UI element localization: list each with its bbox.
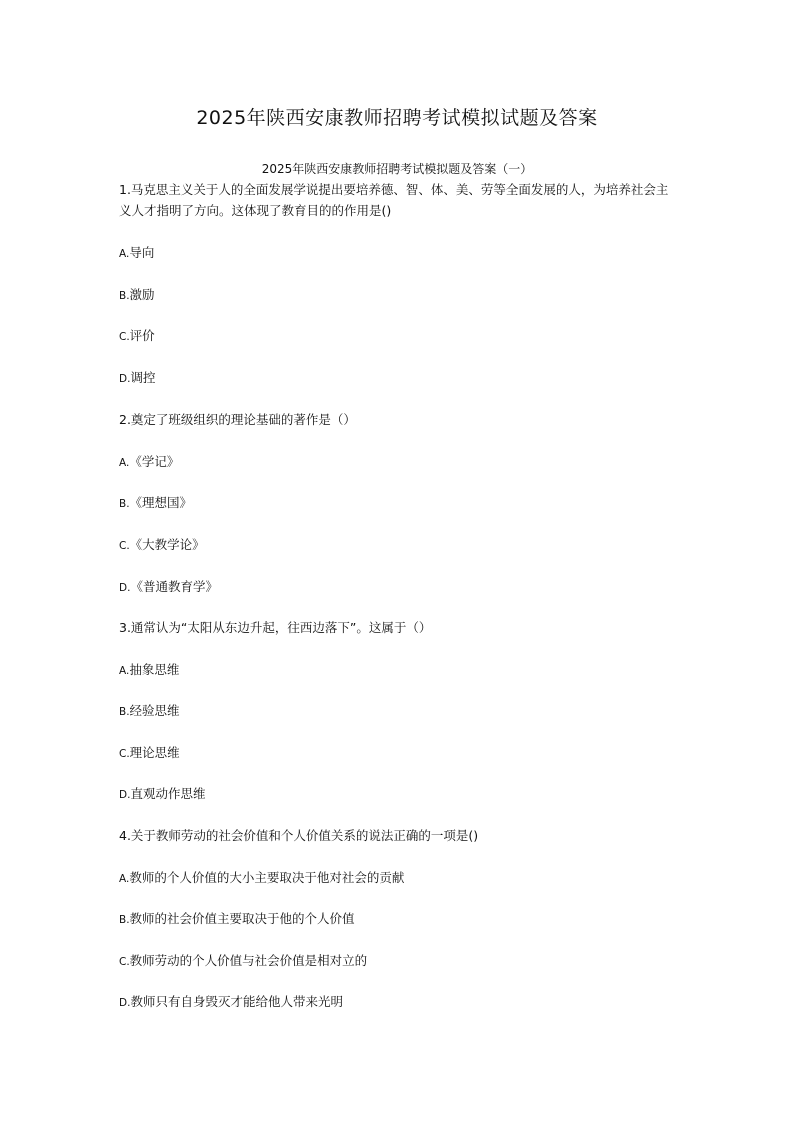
- question-2-option-c: [119, 535, 679, 556]
- option-text: 调控: [130, 370, 156, 385]
- question-4-option-d: [119, 992, 679, 1013]
- question-2-stem: 2.奠定了班级组织的理论基础的著作是（）: [119, 412, 356, 427]
- option-text: 抽象思维: [129, 662, 180, 677]
- document-title: 2025年陕西安康教师招聘考试模拟试题及答案: [196, 107, 598, 129]
- option-letter: A.: [119, 457, 130, 469]
- option-letter: C.: [119, 748, 130, 760]
- question-3-stem: 3.通常认为“太阳从东边升起，往西边落下”。这属于（）: [119, 620, 432, 635]
- option-letter: C.: [119, 540, 130, 552]
- option-letter: B.: [119, 290, 130, 302]
- option-text: 直观动作思维: [130, 786, 206, 801]
- option-letter: D.: [119, 789, 131, 801]
- question-3-option-a: [119, 660, 679, 681]
- option-text: 教师劳动的个人价值与社会价值是相对立的: [129, 953, 368, 968]
- question-1-option-d: [119, 368, 679, 389]
- option-letter: C.: [119, 956, 130, 968]
- option-text: 教师的个人价值的大小主要取决于他对社会的贡献: [129, 870, 405, 885]
- question-4-option-c: [119, 951, 679, 972]
- section-title: 2025年陕西安康教师招聘考试模拟题及答案（一）: [261, 162, 533, 176]
- option-text: 导向: [129, 245, 155, 260]
- option-letter: B.: [119, 914, 130, 926]
- question-4-stem: 4.关于教师劳动的社会价值和个人价值关系的说法正确的一项是(): [119, 828, 479, 843]
- question-1-option-c: [119, 326, 679, 347]
- option-text: 经验思维: [129, 703, 180, 718]
- option-text: 评价: [129, 328, 155, 343]
- option-letter: B.: [119, 498, 130, 510]
- question-3-option-b: [119, 701, 679, 722]
- question-2-option-a: [119, 452, 679, 473]
- option-text: 《理想国》: [129, 495, 193, 510]
- question-3-option-d: [119, 784, 679, 805]
- option-letter: D.: [119, 582, 131, 594]
- option-text: 《学记》: [129, 454, 180, 469]
- question-4-option-a: [119, 868, 679, 889]
- option-text: 《大教学论》: [129, 537, 205, 552]
- option-letter: D.: [119, 373, 131, 385]
- option-letter: A.: [119, 248, 130, 260]
- option-text: 教师的社会价值主要取决于他的个人价值: [129, 911, 355, 926]
- option-text: 《普通教育学》: [130, 579, 218, 594]
- question-2-option-b: [119, 493, 679, 514]
- option-letter: B.: [119, 706, 130, 718]
- question-1-option-a: [119, 243, 679, 264]
- option-letter: A.: [119, 873, 130, 885]
- question-2-option-d: [119, 577, 679, 598]
- option-text: 教师只有自身毁灭才能给他人带来光明: [130, 994, 343, 1009]
- question-4-option-b: [119, 909, 679, 930]
- option-text: 激励: [129, 287, 155, 302]
- question-1-stem: 1.马克思主义关于人的全面发展学说提出要培养德、智、体、美、劳等全面发展的人，为培养社会主义人才指明了方向。这体现了教育目的的作用是(): [119, 182, 669, 218]
- option-letter: C.: [119, 331, 130, 343]
- question-1-option-b: [119, 285, 679, 306]
- option-text: 理论思维: [129, 745, 180, 760]
- question-3-option-c: [119, 743, 679, 764]
- option-letter: D.: [119, 997, 131, 1009]
- option-letter: A.: [119, 665, 130, 677]
